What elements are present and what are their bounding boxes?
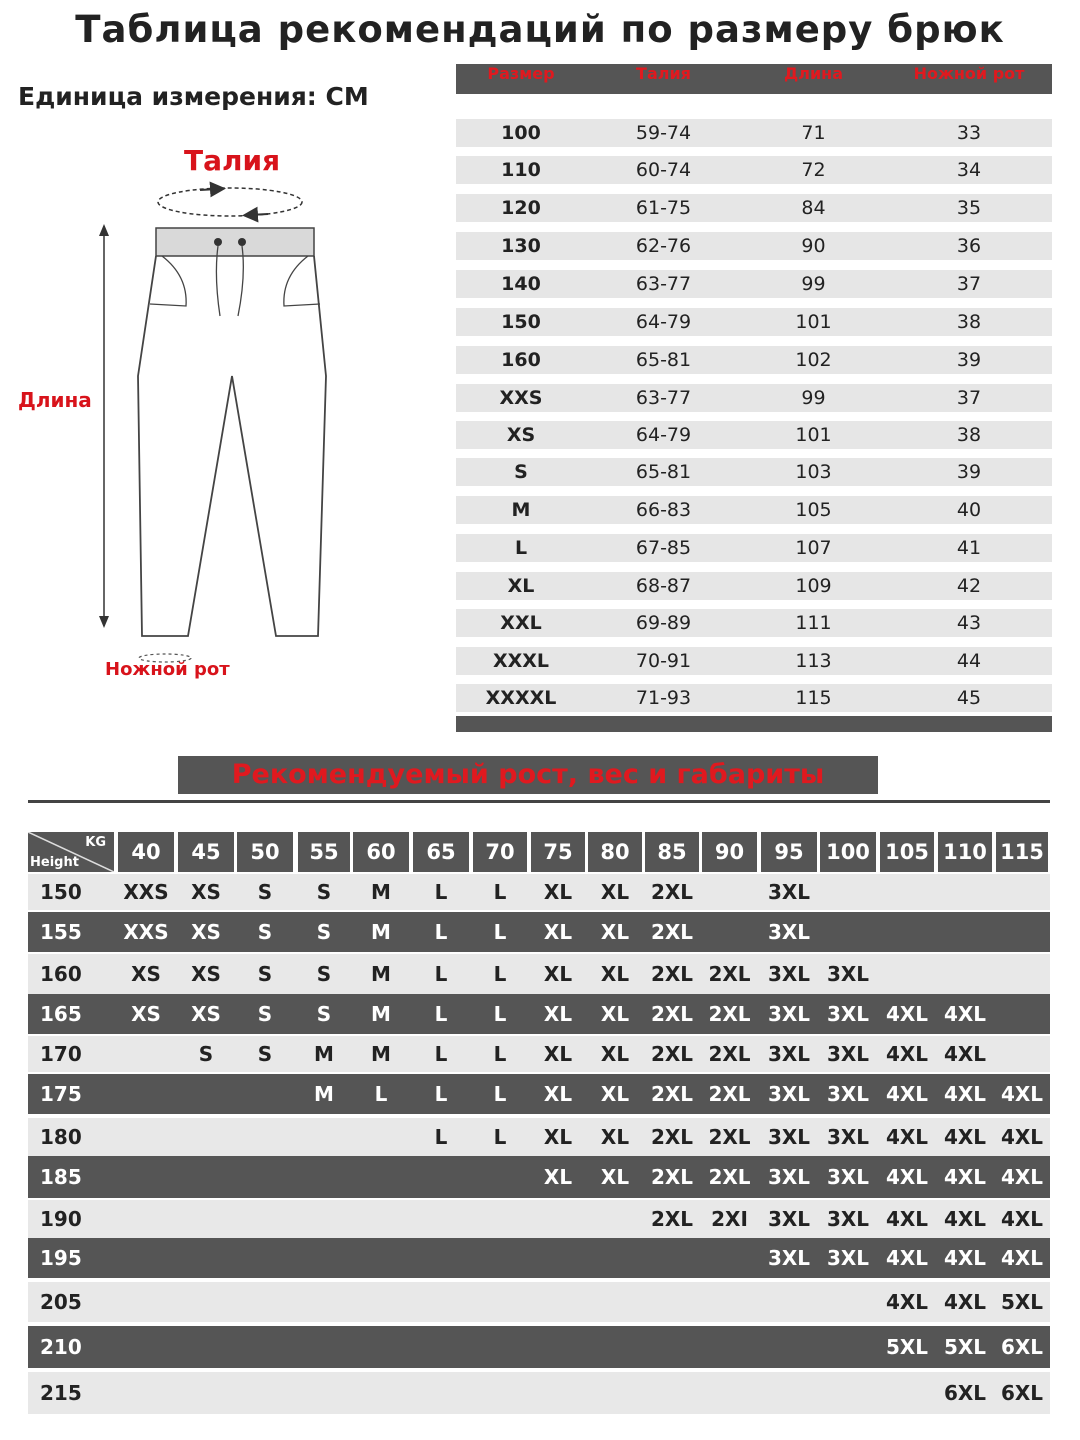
waist-cell: 65-81 [635, 461, 692, 483]
size-recommend-cell: XL [543, 880, 573, 904]
length-label: Длина [18, 388, 92, 412]
size-row [456, 534, 1052, 562]
size-recommend-cell: 4XL [1000, 1082, 1044, 1106]
length-cell: 105 [795, 499, 832, 521]
size-row [456, 119, 1052, 147]
size-recommend-cell: XS [131, 962, 161, 986]
size-recommend-cell: M [314, 1042, 334, 1066]
size-recommend-cell: 2XL [708, 1165, 751, 1189]
waist-cell: 59-74 [635, 122, 692, 144]
corner-height: Height [30, 855, 79, 870]
height-row [28, 1326, 1050, 1368]
weight-header-cell: 50 [237, 832, 293, 872]
pants-diagram [90, 176, 330, 666]
waist-cell: 64-79 [635, 311, 692, 333]
waist-cell: 66-83 [635, 499, 692, 521]
size-recommend-cell: XS [191, 880, 221, 904]
size-recommend-cell: 3XL [826, 1082, 870, 1106]
length-cell: 102 [795, 349, 832, 371]
height-row [28, 954, 1050, 994]
leg-opening-cell: 44 [956, 650, 982, 672]
size-recommend-cell: M [371, 1002, 391, 1026]
size-row [456, 308, 1052, 336]
size-recommend-cell: L [493, 1042, 507, 1066]
height-row [28, 1282, 1050, 1322]
size-recommend-cell: 2XL [650, 880, 694, 904]
size-row [456, 458, 1052, 486]
weight-header-cell: 40 [118, 832, 174, 872]
waist-cell: 60-74 [635, 159, 692, 181]
height-cell: 210 [40, 1335, 82, 1359]
size-recommend-cell: XL [543, 1165, 573, 1189]
size-cell: S [514, 461, 528, 483]
size-row [456, 346, 1052, 374]
size-recommend-cell: XL [600, 880, 630, 904]
waist-cell: 71-93 [635, 687, 692, 709]
length-cell: 107 [795, 537, 832, 559]
size-recommend-cell: 4XL [943, 1042, 987, 1066]
size-recommend-cell: XS [191, 962, 221, 986]
size-recommend-cell: 3XL [767, 1165, 811, 1189]
size-recommend-cell: S [257, 880, 273, 904]
size-recommend-cell: 3XL [826, 1165, 870, 1189]
size-recommend-cell: XS [191, 920, 221, 944]
size-recommend-cell: 4XL [885, 1042, 929, 1066]
size-recommend-cell: L [374, 1082, 388, 1106]
size-recommend-cell: 4XL [943, 1082, 987, 1106]
size-recommend-cell: M [371, 962, 391, 986]
leg-opening-cell: 41 [956, 537, 982, 559]
size-recommend-cell: 3XL [767, 1002, 811, 1026]
size-recommend-cell: 3XL [826, 962, 870, 986]
height-cell: 195 [40, 1246, 82, 1270]
size-recommend-cell: 2XL [650, 1165, 694, 1189]
size-row [456, 684, 1052, 712]
size-recommend-cell: 4XL [943, 1165, 987, 1189]
height-cell: 150 [40, 880, 82, 904]
recommend-banner [178, 756, 878, 794]
size-recommend-cell: 4XL [885, 1246, 929, 1270]
height-row [28, 1036, 1050, 1072]
weight-header-cell: 75 [531, 832, 585, 872]
size-recommend-cell: 4XL [885, 1290, 929, 1314]
size-recommend-cell: XL [543, 1002, 573, 1026]
size-recommend-cell: 2XL [708, 1082, 751, 1106]
size-recommend-cell: 2XL [650, 1125, 694, 1149]
size-recommend-cell: 5XL [943, 1335, 987, 1359]
size-recommend-cell: 2XL [650, 962, 694, 986]
height-row [28, 1200, 1050, 1238]
size-recommend-cell: L [493, 1002, 507, 1026]
size-recommend-cell: 4XL [1000, 1207, 1044, 1231]
height-row [28, 1156, 1050, 1198]
size-recommend-cell: M [371, 1042, 391, 1066]
size-recommend-cell: S [257, 962, 273, 986]
size-recommend-cell: S [257, 920, 273, 944]
size-row [456, 194, 1052, 222]
height-row [28, 912, 1050, 952]
length-cell: 90 [801, 235, 826, 257]
size-recommend-cell: XL [600, 1125, 630, 1149]
leg-opening-cell: 42 [956, 575, 982, 597]
size-row [456, 156, 1052, 184]
leg-opening-cell: 38 [956, 424, 982, 446]
leg-opening-cell: 45 [956, 687, 982, 709]
size-recommend-cell: S [316, 880, 332, 904]
size-recommend-cell: S [257, 1042, 273, 1066]
size-recommend-cell: S [257, 1002, 273, 1026]
page-title: Таблица рекомендаций по размеру брюк [75, 8, 1005, 51]
height-cell: 155 [40, 920, 82, 944]
size-recommend-cell: L [493, 880, 507, 904]
size-cell: XS [506, 424, 536, 446]
size-recommend-cell: 4XL [1000, 1125, 1044, 1149]
size-recommend-cell: L [434, 1002, 448, 1026]
height-cell: 180 [40, 1125, 82, 1149]
size-recommend-cell: L [434, 920, 448, 944]
size-cell: XXXXL [485, 687, 557, 709]
size-recommend-cell: 3XL [767, 1082, 811, 1106]
size-recommend-cell: L [434, 1042, 448, 1066]
size-row [456, 496, 1052, 524]
height-row [28, 1238, 1050, 1278]
height-cell: 205 [40, 1290, 82, 1314]
size-recommend-cell: 3XL [826, 1002, 870, 1026]
size-recommend-cell: L [434, 962, 448, 986]
size-recommend-cell: S [316, 920, 332, 944]
size-recommend-cell: 2XL [708, 1042, 751, 1066]
size-row [456, 609, 1052, 637]
waist-cell: 62-76 [635, 235, 692, 257]
size-recommend-cell: XL [600, 1082, 630, 1106]
height-cell: 190 [40, 1207, 82, 1231]
size-recommend-cell: XL [543, 1125, 573, 1149]
length-cell: 72 [801, 159, 826, 181]
size-recommend-cell: XXS [123, 880, 169, 904]
corner-cell [28, 832, 114, 872]
waist-cell: 68-87 [635, 575, 692, 597]
size-cell: XXXL [492, 650, 550, 672]
height-row [28, 1372, 1050, 1414]
size-recommend-cell: M [371, 880, 391, 904]
height-row [28, 1118, 1050, 1156]
leg-opening-cell: 38 [956, 311, 982, 333]
height-cell: 170 [40, 1042, 82, 1066]
size-cell: XXL [500, 612, 542, 634]
size-recommend-cell: 3XL [767, 1207, 811, 1231]
leg-opening-cell: 33 [956, 122, 982, 144]
height-cell: 160 [40, 962, 82, 986]
size-recommend-cell: 3XL [826, 1042, 870, 1066]
size-recommend-cell: 3XL [767, 1042, 811, 1066]
size-recommend-cell: 2XL [650, 1042, 694, 1066]
header-length: Длина [783, 64, 844, 83]
size-table-header [456, 64, 1052, 94]
size-cell: 140 [501, 273, 541, 295]
size-recommend-cell: S [316, 1002, 332, 1026]
size-table-footer [456, 716, 1052, 732]
size-recommend-cell: L [493, 1125, 507, 1149]
leg-opening-label: Ножной рот [105, 659, 230, 680]
size-recommend-cell: 2XL [650, 1082, 694, 1106]
size-recommend-cell: 3XL [826, 1207, 870, 1231]
size-recommend-cell: 3XL [767, 1246, 811, 1270]
size-recommend-cell: L [434, 1125, 448, 1149]
size-recommend-cell: 4XL [943, 1290, 987, 1314]
size-recommend-cell: 4XL [885, 1002, 929, 1026]
header-waist: Талия [636, 64, 691, 83]
waist-cell: 67-85 [635, 537, 692, 559]
length-cell: 84 [801, 197, 826, 219]
size-recommend-cell: 2XL [650, 1207, 694, 1231]
size-recommend-cell: XL [600, 962, 630, 986]
length-cell: 71 [801, 122, 826, 144]
recommend-table [28, 832, 1050, 1414]
weight-header-cell: 110 [938, 832, 992, 872]
size-recommend-cell: 4XL [943, 1125, 987, 1149]
weight-header-cell: 80 [588, 832, 642, 872]
length-cell: 113 [795, 650, 832, 672]
size-recommend-cell: M [371, 920, 391, 944]
size-cell: XL [507, 575, 535, 597]
size-recommend-cell: 3XL [826, 1246, 870, 1270]
size-recommend-cell: XS [131, 1002, 161, 1026]
height-cell: 165 [40, 1002, 82, 1026]
size-recommend-cell: XL [600, 1165, 630, 1189]
size-recommend-cell: 3XL [767, 962, 811, 986]
size-recommend-cell: 4XL [885, 1207, 929, 1231]
size-recommend-cell: XL [600, 1002, 630, 1026]
length-cell: 99 [801, 387, 826, 409]
size-cell: 150 [501, 311, 541, 333]
size-recommend-cell: XL [600, 1042, 630, 1066]
size-recommend-cell: 2XI [711, 1207, 748, 1231]
size-recommend-cell: XL [543, 1042, 573, 1066]
length-cell: 103 [795, 461, 832, 483]
height-row [28, 994, 1050, 1034]
size-cell: 160 [501, 349, 541, 371]
size-recommend-cell: L [493, 1082, 507, 1106]
height-cell: 175 [40, 1082, 82, 1106]
length-cell: 115 [795, 687, 832, 709]
header-size: Размер [487, 64, 555, 83]
size-row [456, 232, 1052, 260]
size-recommend-cell: 4XL [943, 1207, 987, 1231]
size-recommend-cell: XS [191, 1002, 221, 1026]
length-cell: 101 [795, 311, 832, 333]
waist-cell: 61-75 [635, 197, 692, 219]
size-row [456, 647, 1052, 675]
weight-header-cell: 105 [880, 832, 934, 872]
height-cell: 215 [40, 1381, 82, 1405]
size-recommend-cell: L [434, 880, 448, 904]
size-row [456, 572, 1052, 600]
unit-label: Единица измерения: CM [18, 82, 369, 111]
size-recommend-cell: 2XL [708, 1125, 751, 1149]
leg-opening-cell: 37 [956, 387, 982, 409]
size-cell: 100 [501, 122, 541, 144]
size-recommend-cell: L [434, 1082, 448, 1106]
weight-header-cell: 95 [761, 832, 817, 872]
divider [28, 800, 1050, 803]
size-recommend-cell: L [493, 962, 507, 986]
size-recommend-cell: S [316, 962, 332, 986]
waist-cell: 69-89 [635, 612, 692, 634]
leg-opening-cell: 34 [956, 159, 982, 181]
length-cell: 109 [795, 575, 832, 597]
waist-cell: 63-77 [635, 273, 692, 295]
size-cell: 110 [501, 159, 541, 181]
length-cell: 111 [795, 612, 832, 634]
size-recommend-cell: XL [543, 962, 573, 986]
weight-header-cell: 85 [645, 832, 699, 872]
size-recommend-cell: XL [600, 920, 630, 944]
leg-opening-cell: 39 [956, 461, 982, 483]
size-recommend-cell: 2XL [650, 920, 694, 944]
size-cell: L [514, 537, 528, 559]
header-leg-opening: Ножной рот [913, 64, 1025, 83]
size-recommend-cell: M [314, 1082, 334, 1106]
size-recommend-cell: 2XL [650, 1002, 694, 1026]
size-recommend-cell: 2XL [708, 1002, 751, 1026]
weight-header-cell: 100 [820, 832, 876, 872]
weight-header-cell: 70 [473, 832, 527, 872]
size-recommend-cell: 3XL [767, 920, 811, 944]
waist-cell: 63-77 [635, 387, 692, 409]
size-recommend-cell: L [493, 920, 507, 944]
weight-header-cell: 60 [353, 832, 409, 872]
size-recommend-cell: XL [543, 1082, 573, 1106]
size-recommend-cell: 5XL [885, 1335, 929, 1359]
leg-opening-cell: 35 [956, 197, 982, 219]
size-recommend-cell: 6XL [1000, 1381, 1044, 1405]
size-recommend-cell: 6XL [1000, 1335, 1044, 1359]
height-cell: 185 [40, 1165, 82, 1189]
leg-opening-cell: 39 [956, 349, 982, 371]
size-recommend-cell: 4XL [1000, 1165, 1044, 1189]
size-recommend-cell: 4XL [943, 1246, 987, 1270]
waist-cell: 70-91 [635, 650, 692, 672]
length-cell: 99 [801, 273, 826, 295]
size-recommend-cell: 5XL [1000, 1290, 1044, 1314]
recommend-banner-text: Рекомендуемый рост, вес и габариты [231, 759, 825, 790]
size-recommend-cell: 4XL [885, 1125, 929, 1149]
size-recommend-cell: 3XL [826, 1125, 870, 1149]
height-row [28, 1074, 1050, 1114]
size-recommend-cell: 4XL [943, 1002, 987, 1026]
weight-header-cell: 55 [298, 832, 350, 872]
corner-kg: KG [85, 835, 106, 850]
size-cell: 130 [501, 235, 541, 257]
waist-cell: 64-79 [635, 424, 692, 446]
size-recommend-cell: 2XL [708, 962, 751, 986]
size-recommend-cell: 6XL [943, 1381, 987, 1405]
size-table [456, 64, 1052, 709]
size-recommend-cell: 3XL [767, 880, 811, 904]
length-cell: 101 [795, 424, 832, 446]
waist-cell: 65-81 [635, 349, 692, 371]
size-recommend-cell: 4XL [885, 1082, 929, 1106]
size-recommend-cell: XXS [123, 920, 169, 944]
leg-opening-cell: 40 [956, 499, 982, 521]
size-recommend-cell: 3XL [767, 1125, 811, 1149]
weight-header-cell: 90 [702, 832, 757, 872]
size-cell: XXS [499, 387, 543, 409]
size-row [456, 270, 1052, 298]
waist-label: Талия [184, 144, 281, 177]
leg-opening-cell: 36 [956, 235, 982, 257]
size-recommend-cell: 4XL [885, 1165, 929, 1189]
size-recommend-cell: 4XL [1000, 1246, 1044, 1270]
height-row [28, 874, 1050, 910]
size-recommend-cell: XL [543, 920, 573, 944]
weight-header-cell: 45 [178, 832, 234, 872]
size-recommend-cell: S [198, 1042, 214, 1066]
size-cell: M [511, 499, 531, 521]
weight-header-cell: 115 [996, 832, 1048, 872]
size-row [456, 384, 1052, 412]
leg-opening-cell: 37 [956, 273, 982, 295]
leg-opening-cell: 43 [956, 612, 982, 634]
size-row [456, 421, 1052, 449]
weight-header-cell: 65 [413, 832, 469, 872]
size-cell: 120 [501, 197, 541, 219]
